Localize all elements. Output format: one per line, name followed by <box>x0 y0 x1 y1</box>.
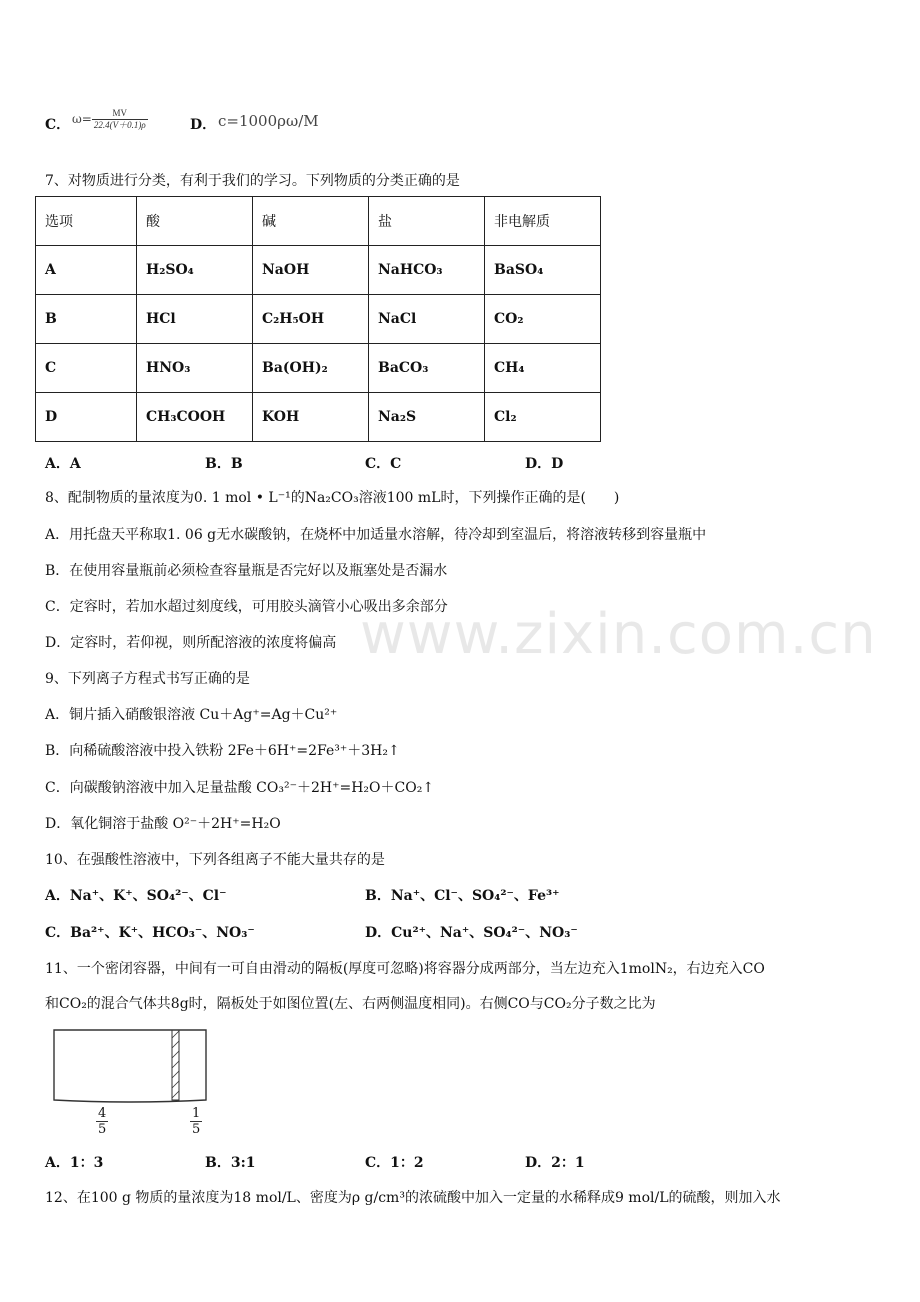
table-header-cell: 碱 <box>253 197 369 246</box>
table-cell: HNO₃ <box>137 344 253 393</box>
table-row <box>36 295 601 344</box>
q6-option-c-label: C． <box>45 117 71 133</box>
q7-option-b: B．B <box>205 456 243 472</box>
table-cell: KOH <box>253 393 369 442</box>
q12-stem: 12、在100 g 物质的量浓度为18 mol/L、密度为ρ g/cm³的浓硫酸中加入一定量的水稀释成9 mol/L的硫酸，则加入水 <box>45 1190 781 1206</box>
q8-option-c: C．定容时，若加水超过刻度线，可用胶头滴管小心吸出多余部分 <box>45 599 448 615</box>
table-header-row <box>36 197 601 246</box>
table-cell: C <box>36 344 137 393</box>
q8-stem: 8、配制物质的量浓度为0. 1 mol • L⁻¹的Na₂CO₃溶液100 mL时，下列操作正确的是( ) <box>45 490 620 506</box>
container-outline <box>54 1030 206 1102</box>
table-cell: CH₄ <box>485 344 601 393</box>
table-cell: D <box>36 393 137 442</box>
q9-option-c: C．向碳酸钠溶液中加入足量盐酸 CO₃²⁻＋2H⁺=H₂O＋CO₂↑ <box>45 780 435 796</box>
table-cell: C₂H₅OH <box>253 295 369 344</box>
left-fraction-num: 4 <box>98 1106 107 1121</box>
container-diagram <box>52 1028 210 1108</box>
q7-option-a: A．A <box>45 456 81 472</box>
table-cell: Na₂S <box>369 393 485 442</box>
q8-option-b: B．在使用容量瓶前必须检查容量瓶是否完好以及瓶塞处是否漏水 <box>45 563 448 579</box>
q8-option-d: D．定容时，若仰视，则所配溶液的浓度将偏高 <box>45 635 337 651</box>
q6-c-fraction-num: MV <box>92 108 148 120</box>
q10-stem: 10、在强酸性溶液中，下列各组离子不能大量共存的是 <box>45 852 385 868</box>
table-header-cell: 非电解质 <box>485 197 601 246</box>
q10-option-b: B．Na⁺、Cl⁻、SO₄²⁻、Fe³⁺ <box>365 888 560 904</box>
q7-stem: 7、对物质进行分类，有利于我们的学习。下列物质的分类正确的是 <box>45 173 460 189</box>
q11-option-b: B．3:1 <box>205 1155 256 1171</box>
q6-c-fraction <box>92 108 148 131</box>
q6-option-d-formula: c=1000ρω/M <box>218 112 319 130</box>
q11-option-c: C．1：2 <box>365 1155 424 1171</box>
right-fraction-num: 1 <box>192 1106 201 1121</box>
table-cell: BaSO₄ <box>485 246 601 295</box>
table-cell: HCl <box>137 295 253 344</box>
table-cell: CO₂ <box>485 295 601 344</box>
watermark: www.zixin.com.cn <box>360 602 877 667</box>
q11-option-d: D．2：1 <box>525 1155 585 1171</box>
q7-option-d: D．D <box>525 456 564 472</box>
right-fraction-label <box>190 1106 202 1137</box>
table-cell: A <box>36 246 137 295</box>
q10-option-a: A．Na⁺、K⁺、SO₄²⁻、Cl⁻ <box>45 888 227 904</box>
table-row <box>36 344 601 393</box>
table-cell: NaCl <box>369 295 485 344</box>
q6-option-d-label: D． <box>190 117 217 133</box>
q6-c-formula-prefix: ω= <box>72 112 92 126</box>
table-cell: NaHCO₃ <box>369 246 485 295</box>
q11-stem-line2: 和CO₂的混合气体共8g时，隔板处于如图位置(左、右两侧温度相同)。右侧CO与CO₂分子数之比为 <box>45 996 656 1012</box>
q11-stem-line1: 11、一个密闭容器，中间有一可自由滑动的隔板(厚度可忽略)将容器分成两部分，当左边充入1molN₂，右边充入CO <box>45 961 765 977</box>
left-fraction-label <box>96 1106 108 1137</box>
table-row <box>36 393 601 442</box>
table-cell: CH₃COOH <box>137 393 253 442</box>
q6-option-c-formula <box>72 108 148 131</box>
classification-table <box>35 196 601 442</box>
q9-option-d: D．氧化铜溶于盐酸 O²⁻＋2H⁺=H₂O <box>45 816 281 832</box>
q11-option-a: A．1：3 <box>45 1155 104 1171</box>
table-header-cell: 酸 <box>137 197 253 246</box>
table-cell: Cl₂ <box>485 393 601 442</box>
table-cell: BaCO₃ <box>369 344 485 393</box>
q7-option-c: C．C <box>365 456 402 472</box>
q6-c-fraction-den: 22.4(V＋0.1)ρ <box>93 120 146 130</box>
table-cell: NaOH <box>253 246 369 295</box>
table-header-cell: 选项 <box>36 197 137 246</box>
q10-option-d: D．Cu²⁺、Na⁺、SO₄²⁻、NO₃⁻ <box>365 925 578 941</box>
table-cell: B <box>36 295 137 344</box>
table-cell: H₂SO₄ <box>137 246 253 295</box>
table-row <box>36 246 601 295</box>
q9-option-b: B．向稀硫酸溶液中投入铁粉 2Fe＋6H⁺=2Fe³⁺＋3H₂↑ <box>45 743 400 759</box>
table-cell: Ba(OH)₂ <box>253 344 369 393</box>
q8-option-a: A．用托盘天平称取1. 06 g无水碳酸钠，在烧杯中加适量水溶解，待冷却到室温后，将溶液转移到容量瓶中 <box>45 527 707 543</box>
q10-option-c: C．Ba²⁺、K⁺、HCO₃⁻、NO₃⁻ <box>45 925 255 941</box>
q9-stem: 9、下列离子方程式书写正确的是 <box>45 671 250 687</box>
q9-option-a: A．铜片插入硝酸银溶液 Cu＋Ag⁺=Ag＋Cu²⁺ <box>45 707 338 723</box>
left-fraction-den: 5 <box>98 1122 107 1137</box>
right-fraction-den: 5 <box>192 1122 201 1137</box>
table-header-cell: 盐 <box>369 197 485 246</box>
